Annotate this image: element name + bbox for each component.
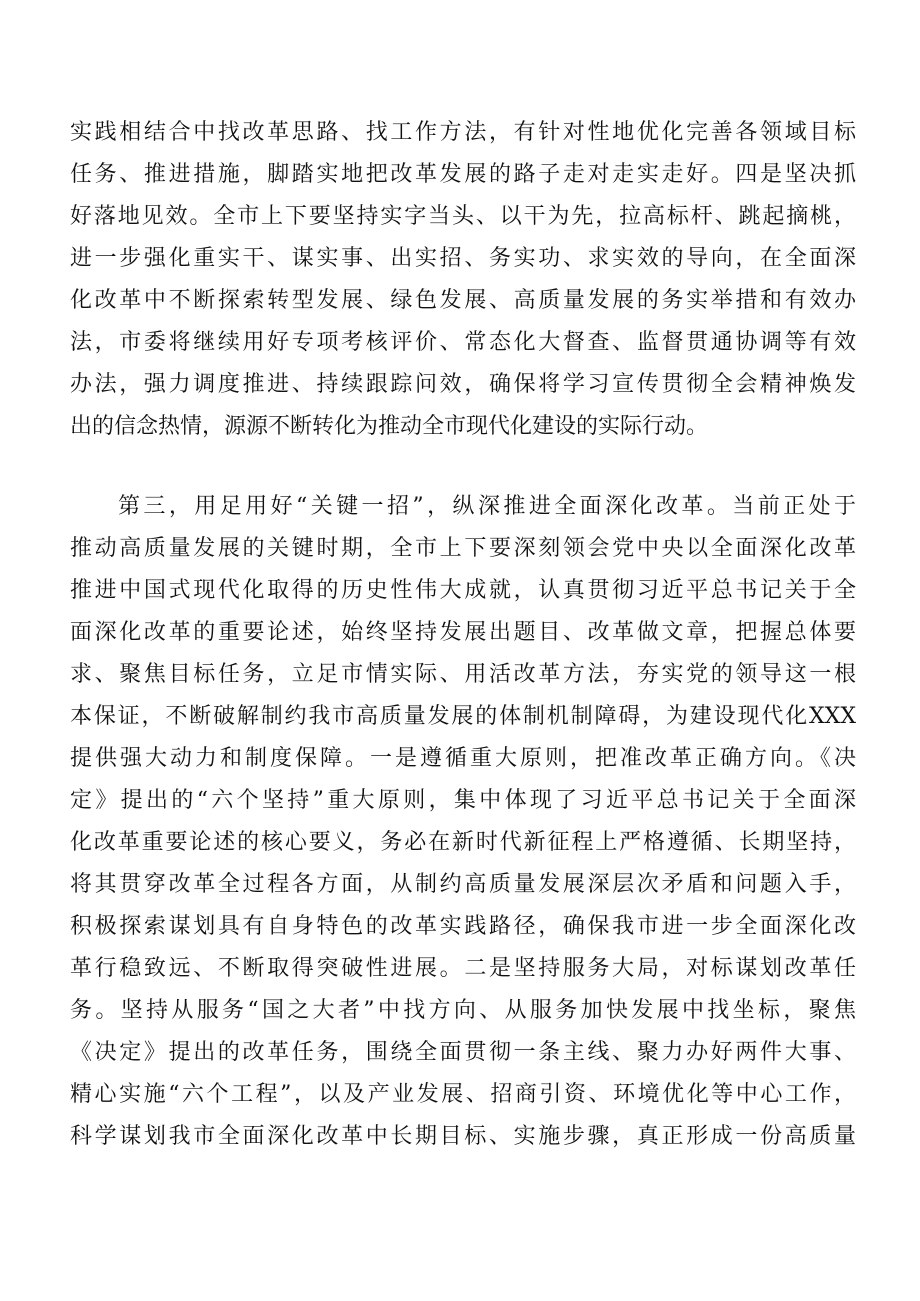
text-line: 推进中国式现代化取得的历史性伟大成就，认真贯彻习近平总书记关于全 — [70, 578, 856, 603]
text-line: 本保证，不断破解制约我市高质量发展的体制机制障碍，为建设现代化XXX — [70, 704, 856, 729]
text-line: 任务、推进措施，脚踏实地把改革发展的路子走对走实走好。四是坚决抓 — [70, 162, 856, 187]
text-line: 法，市委将继续用好专项考核评价、常态化大督查、监督贯通协调等有效 — [70, 330, 856, 355]
text-line: 化改革中不断探索转型发展、绿色发展、高质量发展的务实举措和有效办 — [70, 288, 856, 313]
text-line: 革行稳致远、不断取得突破性进展。二是坚持服务大局，对标谋划改革任 — [70, 956, 856, 981]
text-line: 办法，强力调度推进、持续跟踪问效，确保将学习宣传贯彻全会精神焕发 — [70, 372, 856, 397]
text-line: 进一步强化重实干、谋实事、出实招、务实功、求实效的导向，在全面深 — [70, 246, 856, 271]
text-line: 面深化改革的重要论述，始终坚持发展出题目、改革做文章，把握总体要 — [70, 620, 856, 645]
text-line: 第三，用足用好“关键一招”，纵深推进全面深化改革。当前正处于 — [118, 494, 856, 519]
text-line: 《决定》提出的改革任务，围绕全面贯彻一条主线、聚力办好两件大事、 — [70, 1040, 856, 1065]
paragraph-1 — [70, 112, 856, 448]
paragraph-2 — [70, 486, 856, 1158]
text-line: 推动高质量发展的关键时期，全市上下要深刻领会党中央以全面深化改革 — [70, 536, 856, 561]
text-line: 好落地见效。全市上下要坚持实字当头、以干为先，拉高标杆、跳起摘桃， — [70, 204, 856, 229]
text-line: 精心实施“六个工程”，以及产业发展、招商引资、环境优化等中心工作， — [70, 1082, 856, 1107]
text-line: 化改革重要论述的核心要义，务必在新时代新征程上严格遵循、长期坚持， — [70, 830, 856, 855]
text-line: 科学谋划我市全面深化改革中长期目标、实施步骤，真正形成一份高质量 — [70, 1124, 856, 1149]
text-line: 求、聚焦目标任务，立足市情实际、用活改革方法，夯实党的领导这一根 — [70, 662, 856, 687]
text-line: 出的信念热情，源源不断转化为推动全市现代化建设的实际行动。 — [70, 414, 709, 439]
text-line: 实践相结合中找改革思路、找工作方法，有针对性地优化完善各领域目标 — [70, 120, 856, 145]
text-line: 提供强大动力和制度保障。一是遵循重大原则，把准改革正确方向。《决 — [70, 746, 856, 771]
text-line: 将其贯穿改革全过程各方面，从制约高质量发展深层次矛盾和问题入手， — [70, 872, 856, 897]
text-line: 积极探索谋划具有自身特色的改革实践路径，确保我市进一步全面深化改 — [70, 914, 856, 939]
text-line: 定》提出的“六个坚持”重大原则，集中体现了习近平总书记关于全面深 — [70, 788, 856, 813]
text-line: 务。坚持从服务“国之大者”中找方向、从服务加快发展中找坐标，聚焦 — [70, 998, 856, 1023]
